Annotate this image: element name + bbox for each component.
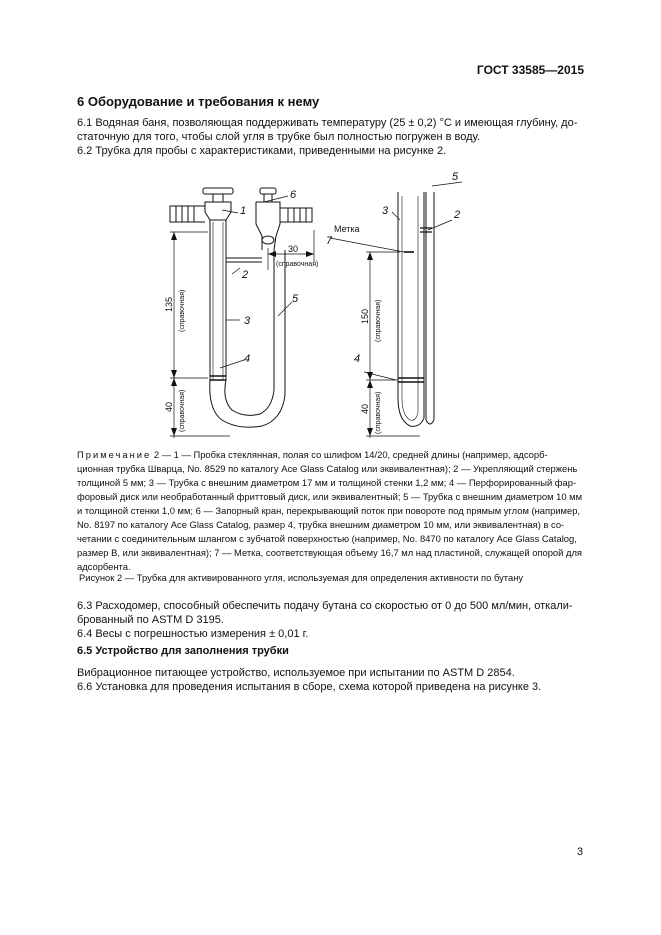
paragraph-6-3 (77, 599, 584, 641)
figure-caption: Рисунок 2 — Трубка для активированного угля, используемая для определения активности по бутану (79, 572, 524, 583)
label-3-right: 3 (382, 205, 389, 217)
label-4-left: 4 (244, 353, 251, 365)
right-side-arm (280, 208, 312, 222)
dim-30-ref: (справочная) (276, 261, 319, 268)
porous-disc (210, 376, 226, 380)
support-rod (226, 258, 262, 262)
dim-150-ref: (справочная) (375, 299, 382, 342)
paragraph-6-1 (77, 116, 584, 158)
dim-40-right-ref: (справочная) (375, 391, 382, 434)
p63-line1: 6.3 Расходомер, способный обеспечить подачу бутана со скоростью от 0 до 500 мл/мин, откали- (77, 600, 573, 612)
main-tube (210, 220, 226, 380)
label-2-right: 2 (454, 209, 461, 221)
page-number: 3 (577, 846, 584, 858)
p66: 6.6 Установка для проведения испытания в сборе, схема которой приведена на рисунке 3. (77, 681, 542, 693)
note-line8: размер B, или эквивалентная); 7 — Метка, соответствующая объему 16,7 мл над пластиной, служащей опорой для (77, 547, 582, 558)
p63-line2: брованный по ASTM D 3195. (77, 614, 224, 626)
dim-135-ref: (справочная) (179, 289, 186, 332)
p65: Вибрационное питающее устройство, используемое при испытании по ASTM D 2854. (77, 667, 515, 679)
label-7: 7 (326, 235, 333, 247)
stopcock-body (256, 202, 280, 250)
stopper-neck (213, 194, 223, 202)
note-line4: форовый диск или необработанный фриттовый диск, или эквивалентный; 5 — Трубка с внешним диаметром 10 мм (77, 491, 583, 502)
figure-2-drawing (0, 160, 661, 440)
standard-number: ГОСТ 33585—2015 (476, 63, 584, 77)
note-prefix: Примечание (77, 449, 152, 460)
label-3-left: 3 (244, 315, 251, 327)
section-6-5-title: 6.5 Устройство для заполнения трубки (77, 645, 289, 657)
section-title: 6 Оборудование и требования к нему (77, 94, 320, 109)
p64: 6.4 Весы с погрешностью измерения ± 0,01 г. (77, 628, 309, 640)
note-line2: ционная трубка Шварца, No. 8529 по каталогу Ace Glass Catalog или эквивалентная); 2 — Укрепляющий стержень (77, 463, 578, 474)
dim-30: 30 (288, 244, 299, 254)
label-metka: Метка (334, 224, 360, 234)
label-2-left: 2 (242, 269, 249, 281)
p62: 6.2 Трубка для пробы с характеристиками, приведенными на рисунке 2. (77, 145, 447, 157)
note-line1: 2 — 1 — Пробка стеклянная, полая со шлифом 14/20, средней длины (например, адсорб- (153, 449, 548, 460)
dim-150: 150 (360, 308, 370, 324)
dim-40-left: 40 (164, 401, 174, 412)
label-4-right: 4 (354, 353, 361, 365)
dim-40-left-ref: (справочная) (179, 389, 186, 432)
dim-135: 135 (164, 296, 174, 312)
p61-line2: статочную для того, чтобы слой угля в трубке был полностью погружен в воду. (77, 131, 481, 143)
note-line9: адсорбента. (77, 561, 131, 572)
p61-line1: 6.1 Водяная баня, позволяющая поддерживать температуру (25 ± 0,2) °С и имеющая глубину, до- (77, 117, 578, 129)
label-1: 1 (240, 205, 247, 217)
note-line6: No. 8197 по каталогу Ace Glass Catalog, размер 4, трубка внешним диаметром 10 мм, или эквивалентная) в со- (77, 519, 565, 530)
note-line7: четании с соединительным шлангом с зубчатой поверхностью (например, No. 8470 по каталогу Ace Glass Catalog, (77, 533, 577, 544)
u-bend-inner (225, 250, 274, 415)
right-inner-tube (426, 192, 434, 420)
label-5-left: 5 (292, 293, 299, 305)
figure-note (77, 448, 584, 574)
dim-40-right: 40 (360, 403, 370, 414)
note-line5: и толщиной стенки 1,0 мм; 6 — Запорный кран, перекрывающий поток при повороте под прямым углом (например, (77, 505, 581, 516)
label-6: 6 (290, 189, 297, 201)
paragraph-6-5 (77, 666, 584, 694)
stopcock-knob (260, 188, 276, 194)
stopper-knob (203, 188, 233, 194)
note-line3: толщиной 5 мм; 3 — Трубка с внешним диаметром 17 мм и толщиной стенки 1,2 мм; 4 — Перфорированный фар- (77, 477, 577, 488)
label-5-right: 5 (452, 171, 459, 183)
